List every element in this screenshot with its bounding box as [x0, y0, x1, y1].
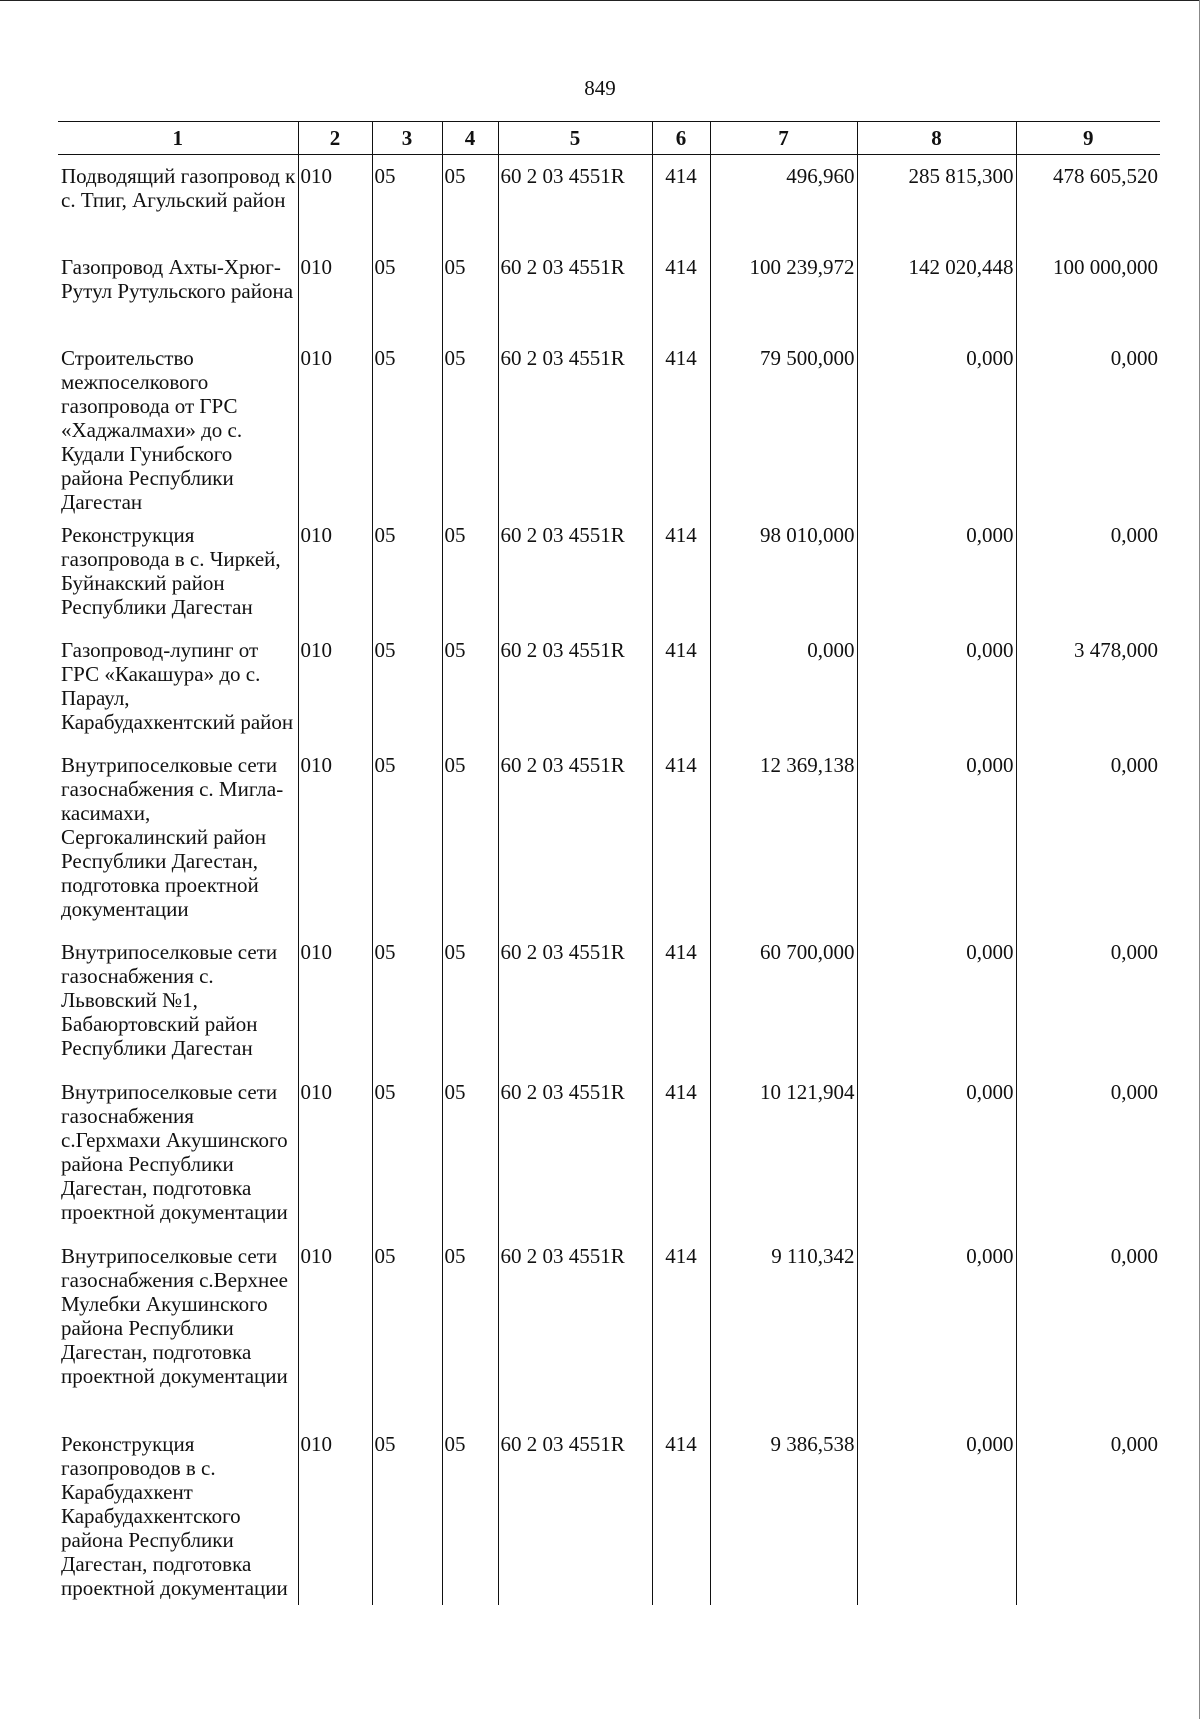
column-header: 6 [652, 122, 710, 155]
amount-col7-cell: 100 239,972 [710, 246, 857, 337]
expense-type-cell: 414 [652, 744, 710, 931]
amount-col9-cell: 0,000 [1016, 337, 1160, 514]
scan-top-edge [0, 0, 1200, 1]
section-code-cell: 05 [372, 1235, 442, 1423]
target-article-cell: 60 2 03 4551R [498, 1235, 652, 1423]
column-header: 8 [857, 122, 1016, 155]
amount-col8-cell: 0,000 [857, 1071, 1016, 1235]
section-code-cell: 05 [372, 1423, 442, 1605]
amount-col7-cell: 496,960 [710, 155, 857, 246]
target-article-cell: 60 2 03 4551R [498, 155, 652, 246]
amount-col8-cell: 0,000 [857, 514, 1016, 629]
table-row [58, 155, 1160, 246]
column-header: 4 [442, 122, 498, 155]
ministry-code-cell: 010 [298, 337, 372, 514]
target-article-cell: 60 2 03 4551R [498, 337, 652, 514]
table-row [58, 1235, 1160, 1423]
target-article-cell: 60 2 03 4551R [498, 1071, 652, 1235]
amount-col7-cell: 10 121,904 [710, 1071, 857, 1235]
amount-col8-cell: 0,000 [857, 744, 1016, 931]
expense-type-cell: 414 [652, 1235, 710, 1423]
table-row [58, 337, 1160, 514]
table-body [58, 155, 1160, 1605]
amount-col8-cell: 0,000 [857, 1423, 1016, 1605]
object-name-cell: Газопровод-лупинг от ГРС «Какашура» до с. Параул, Карабудахкентский район [61, 637, 294, 734]
object-name-cell: Подводящий газопровод к с. Тпиг, Агульский район [61, 164, 296, 212]
section-code-cell: 05 [372, 1071, 442, 1235]
ministry-code-cell: 010 [298, 514, 372, 629]
subsection-code-cell: 05 [442, 744, 498, 931]
section-code-cell: 05 [372, 514, 442, 629]
object-name-cell: Внутрипоселковые сети газоснабжения с. Львовский №1, Бабаюртовский район Республики Дагестан [61, 939, 278, 1060]
table-row [58, 514, 1160, 629]
table-row [58, 931, 1160, 1071]
expense-type-cell: 414 [652, 629, 710, 744]
table-row [58, 744, 1160, 931]
target-article-cell: 60 2 03 4551R [498, 744, 652, 931]
target-article-cell: 60 2 03 4551R [498, 1423, 652, 1605]
column-header: 2 [298, 122, 372, 155]
subsection-code-cell: 05 [442, 337, 498, 514]
section-code-cell: 05 [372, 744, 442, 931]
object-name-cell: Газопровод Ахты-Хрюг-Рутул Рутульского района [61, 254, 294, 303]
column-header: 7 [710, 122, 857, 155]
column-header: 3 [372, 122, 442, 155]
object-name-cell: Строительство межпоселкового газопровода от ГРС «Хаджалмахи» до с. Кудали Гунибского района Республики Дагестан [61, 345, 243, 514]
amount-col7-cell: 60 700,000 [710, 931, 857, 1071]
ministry-code-cell: 010 [298, 1423, 372, 1605]
amount-col9-cell: 0,000 [1016, 1071, 1160, 1235]
expense-type-cell: 414 [652, 337, 710, 514]
ministry-code-cell: 010 [298, 744, 372, 931]
subsection-code-cell: 05 [442, 155, 498, 246]
object-name-cell: Внутрипоселковые сети газоснабжения с.Герхмахи Акушинского района Республики Дагестан, подготовка проектной документации [61, 1079, 288, 1224]
budget-table [58, 121, 1160, 1605]
ministry-code-cell: 010 [298, 1071, 372, 1235]
object-name-cell: Внутрипоселковые сети газоснабжения с.Верхнее Мулебки Акушинского района Республики Дагестан, подготовка проектной документации [61, 1243, 288, 1388]
section-code-cell: 05 [372, 931, 442, 1071]
subsection-code-cell: 05 [442, 1071, 498, 1235]
table-row [58, 1071, 1160, 1235]
amount-col7-cell: 12 369,138 [710, 744, 857, 931]
header-row [58, 122, 1160, 155]
ministry-code-cell: 010 [298, 931, 372, 1071]
amount-col9-cell: 0,000 [1016, 744, 1160, 931]
ministry-code-cell: 010 [298, 246, 372, 337]
column-header: 5 [498, 122, 652, 155]
section-code-cell: 05 [372, 337, 442, 514]
object-name-cell: Реконструкция газопроводов в с. Карабудахкент Карабудахкентского района Республики Дагестан, подготовка проектной документации [61, 1431, 288, 1600]
amount-col8-cell: 285 815,300 [857, 155, 1016, 246]
column-header: 9 [1016, 122, 1160, 155]
amount-col9-cell: 478 605,520 [1016, 155, 1160, 246]
amount-col9-cell: 100 000,000 [1016, 246, 1160, 337]
amount-col7-cell: 0,000 [710, 629, 857, 744]
target-article-cell: 60 2 03 4551R [498, 246, 652, 337]
subsection-code-cell: 05 [442, 246, 498, 337]
amount-col8-cell: 0,000 [857, 337, 1016, 514]
amount-col9-cell: 0,000 [1016, 514, 1160, 629]
ministry-code-cell: 010 [298, 629, 372, 744]
amount-col7-cell: 9 110,342 [710, 1235, 857, 1423]
subsection-code-cell: 05 [442, 514, 498, 629]
table-header [58, 122, 1160, 155]
expense-type-cell: 414 [652, 1071, 710, 1235]
amount-col8-cell: 0,000 [857, 931, 1016, 1071]
amount-col9-cell: 0,000 [1016, 1423, 1160, 1605]
object-name-cell: Реконструкция газопровода в с. Чиркей, Буйнакский район Республики Дагестан [61, 522, 281, 619]
amount-col8-cell: 0,000 [857, 629, 1016, 744]
amount-col7-cell: 98 010,000 [710, 514, 857, 629]
expense-type-cell: 414 [652, 514, 710, 629]
expense-type-cell: 414 [652, 246, 710, 337]
subsection-code-cell: 05 [442, 1235, 498, 1423]
subsection-code-cell: 05 [442, 931, 498, 1071]
ministry-code-cell: 010 [298, 155, 372, 246]
table-row [58, 246, 1160, 337]
table-row [58, 1423, 1160, 1605]
section-code-cell: 05 [372, 629, 442, 744]
expense-type-cell: 414 [652, 155, 710, 246]
amount-col8-cell: 0,000 [857, 1235, 1016, 1423]
expense-type-cell: 414 [652, 931, 710, 1071]
subsection-code-cell: 05 [442, 1423, 498, 1605]
page-number: 849 [584, 76, 616, 100]
table-row [58, 629, 1160, 744]
amount-col9-cell: 3 478,000 [1016, 629, 1160, 744]
object-name-cell: Внутрипоселковые сети газоснабжения с. Мигла-касимахи, Сергокалинский район Республики Дагестан, подготовка проектной документации [61, 752, 284, 921]
target-article-cell: 60 2 03 4551R [498, 629, 652, 744]
ministry-code-cell: 010 [298, 1235, 372, 1423]
target-article-cell: 60 2 03 4551R [498, 514, 652, 629]
expense-type-cell: 414 [652, 1423, 710, 1605]
amount-col8-cell: 142 020,448 [857, 246, 1016, 337]
target-article-cell: 60 2 03 4551R [498, 931, 652, 1071]
column-header: 1 [58, 122, 298, 155]
amount-col9-cell: 0,000 [1016, 931, 1160, 1071]
amount-col7-cell: 9 386,538 [710, 1423, 857, 1605]
amount-col9-cell: 0,000 [1016, 1235, 1160, 1423]
amount-col7-cell: 79 500,000 [710, 337, 857, 514]
section-code-cell: 05 [372, 246, 442, 337]
subsection-code-cell: 05 [442, 629, 498, 744]
section-code-cell: 05 [372, 155, 442, 246]
